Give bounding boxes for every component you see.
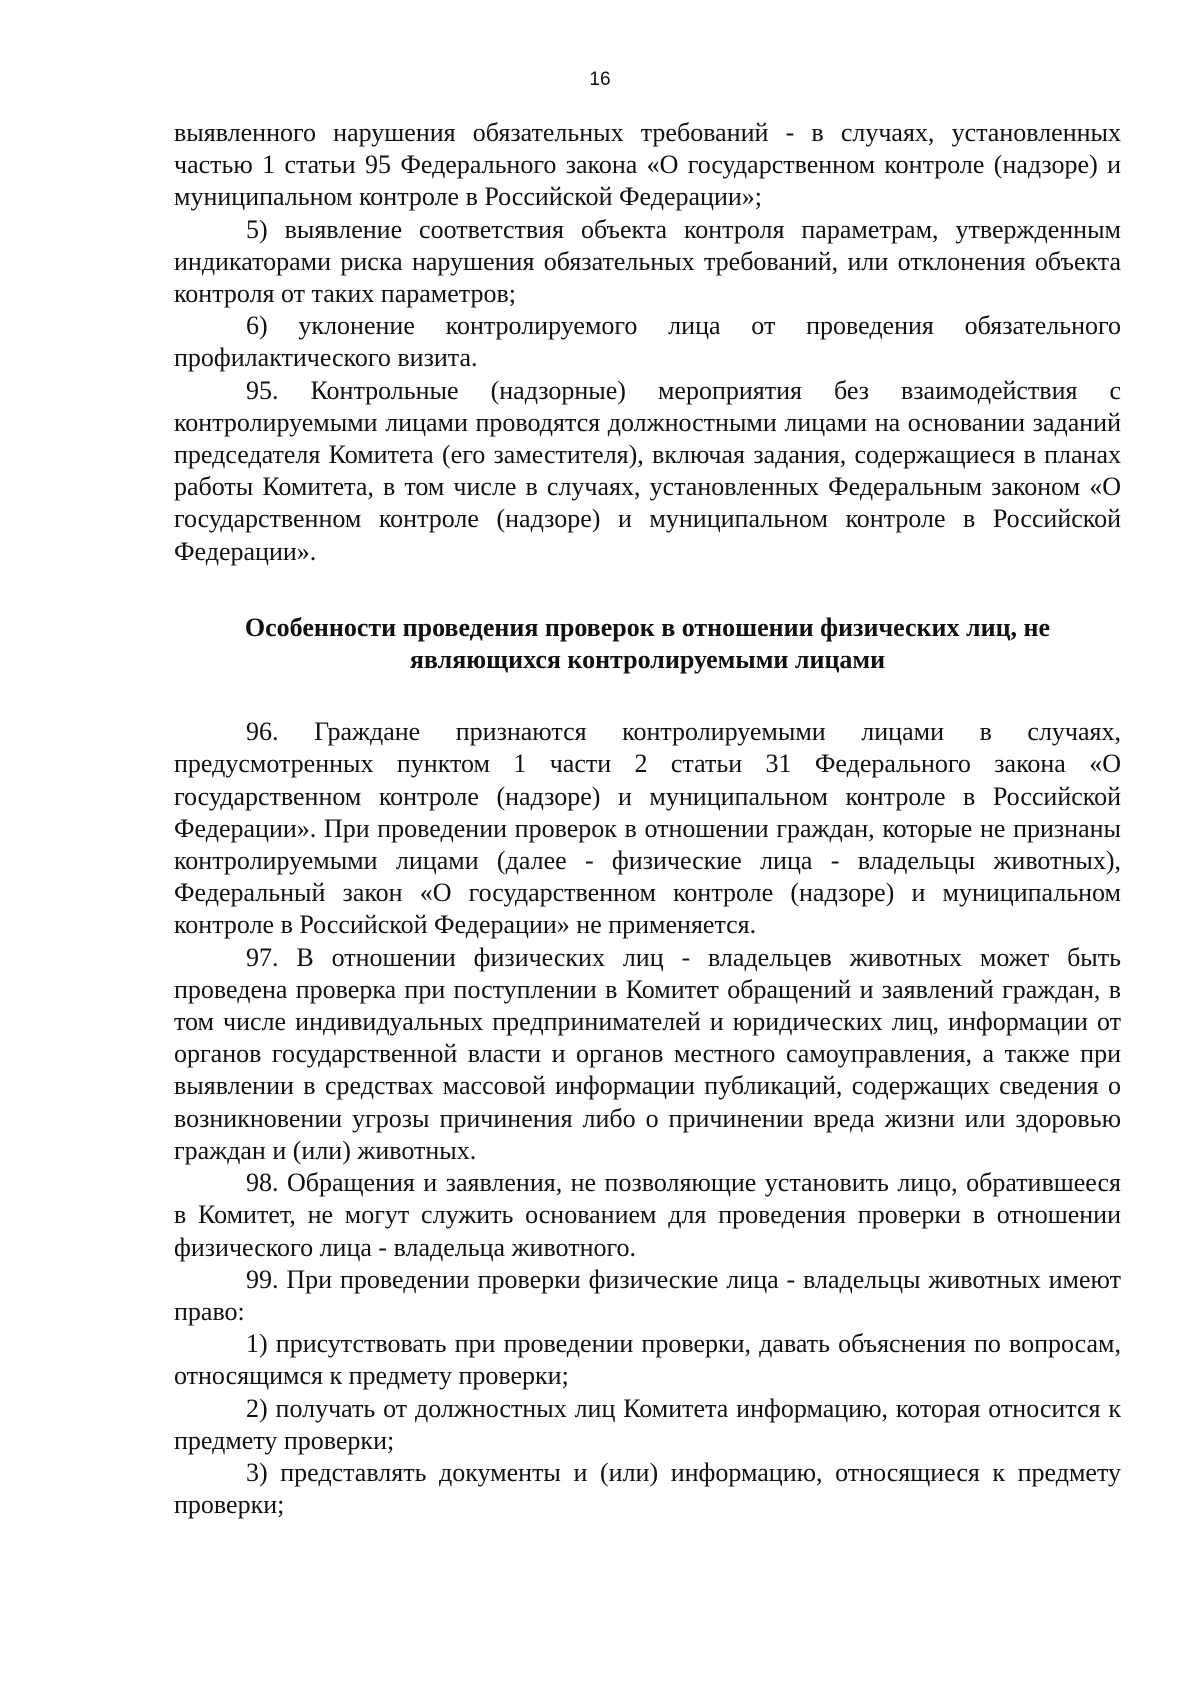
section-heading-line-1: Особенности проведения проверок в отношении физических лиц, не <box>244 612 1051 642</box>
paragraph-99-item-2: 2) получать от должностных лиц Комитета информацию, которая относится к предмету проверки; <box>174 1393 1121 1455</box>
document-body <box>174 117 1121 1521</box>
spacer <box>174 568 1121 612</box>
paragraph-99: 99. При проведении проверки физические лица - владельцы животных имеют право: <box>174 1264 1121 1326</box>
paragraph-99-item-1: 1) присутствовать при проведении проверки, давать объяснения по вопросам, относящимся к предмету проверки; <box>174 1329 1121 1391</box>
spacer <box>174 676 1121 716</box>
paragraph-continuation: выявленного нарушения обязательных требований - в случаях, установленных частью 1 статьи 95 Федерального закона «О государственном контроле (надзоре) и муниципальном контроле в Российской Федерации»; <box>174 118 1121 212</box>
paragraph-item-5: 5) выявление соответствия объекта контроля параметрам, утвержденным индикаторами риска нарушения обязательных требований, или отклонения объекта контроля от таких параметров; <box>174 214 1121 309</box>
paragraph-95: 95. Контрольные (надзорные) мероприятия без взаимодействия с контролируемыми лицами проводятся должностными лицами на основании заданий председателя Комитета (его заместителя), включая задания, содержащиеся в планах работы Комитета, в том числе в случаях, установленных Федеральным законом «О государственном контроле (надзоре) и муниципальном контроле в Российской Федерации». <box>174 375 1121 566</box>
section-heading <box>174 612 1121 676</box>
paragraph-item-6: 6) уклонение контролируемого лица от проведения обязательного профилактического визита. <box>174 311 1121 373</box>
paragraph-98: 98. Обращения и заявления, не позволяющие установить лицо, обратившееся в Комитет, не могут служить основанием для проведения проверки в отношении физического лица - владельца животного. <box>174 1168 1121 1262</box>
paragraph-99-item-3: 3) представлять документы и (или) информацию, относящиеся к предмету проверки; <box>174 1457 1121 1520</box>
paragraph-97: 97. В отношении физических лиц - владельцев животных может быть проведена проверка при поступлении в Комитет обращений и заявлений граждан, в том числе индивидуальных предпринимателей и юридических лиц, информации от органов государственной власти и органов местного самоуправления, а также при выявлении в средствах массовой информации публикаций, содержащих сведения о возникновении угрозы причинения либо о причинении вреда жизни или здоровью граждан и (или) животных. <box>174 942 1121 1165</box>
paragraph-96: 96. Граждане признаются контролируемыми лицами в случаях, предусмотренных пунктом 1 части 2 статьи 31 Федерального закона «О государственном контроле (надзоре) и муниципальном контроле в Российской Федерации». При проведении проверок в отношении граждан, которые не признаны контролируемыми лицами (далее - физические лица - владельцы животных), Федеральный закон «О государственном контроле (надзоре) и муниципальном контроле в Российской Федерации» не применяется. <box>174 717 1121 940</box>
section-heading-line-2: являющихся контролируемыми лицами <box>409 645 886 675</box>
page-number: 16 <box>589 69 611 90</box>
